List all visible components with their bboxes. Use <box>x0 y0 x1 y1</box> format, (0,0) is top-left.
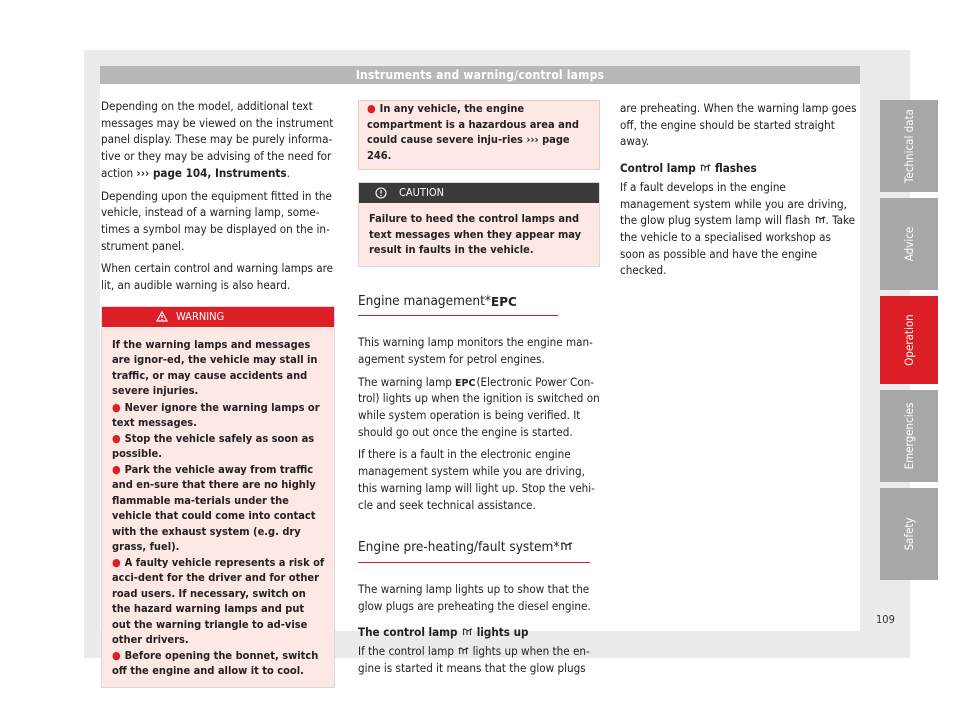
paragraph: If there is a fault in the electronic engine management system while you are driving, this warning lamp will light up. Stop the vehi-cle and seek technical assistance. <box>358 447 595 512</box>
warning-body <box>102 327 334 687</box>
paragraph: Depending upon the equipment fitted in the vehicle, instead of a warning lamp, some-times a symbol may be displayed on the in-strument panel. <box>101 188 332 253</box>
tab-technical-data[interactable]: Technical data <box>880 100 938 192</box>
svg-text:EPC: EPC <box>455 378 476 390</box>
list-item: ● Never ignore the warning lamps or text messages. <box>112 400 320 430</box>
list-item: ● Park the vehicle away from traffic and en-sure that there are no highly flammable ma-terials under the vehicle that could come into contact with the exhaust system (e.g. dry grass, fuel). <box>112 462 316 554</box>
section-title-engine-preheating: Engine pre-heating/fault system* <box>358 539 590 563</box>
page-link[interactable]: page 246 <box>367 133 570 162</box>
paragraph: When certain control and warning lamps are lit, an audible warning is also heard. <box>101 261 334 293</box>
arrow-ref: ››› <box>136 165 150 180</box>
caution-box <box>358 182 600 267</box>
paragraph: Depending on the model, additional text messages may be viewed on the instrument panel display. These may be purely informa-tive or they may be advising of the need for action ››› page 104, Instruments. <box>101 99 334 180</box>
caution-header <box>359 183 599 203</box>
caution-label: CAUTION <box>399 186 445 199</box>
subheading: The control lamp lights up <box>358 625 529 640</box>
paragraph: If a fault develops in the engine management system while you are driving, the glow plug system lamp will flash . Take the vehicle to a specialised workshop as soon as possible and have the engine checked. <box>620 179 856 278</box>
page-link[interactable]: page 104, Instruments <box>149 165 287 180</box>
paragraph: If the control lamp lights up when the en-gine is started it means that the glow plugs <box>358 644 590 675</box>
warning-label: WARNING <box>176 309 225 323</box>
paragraph: This warning lamp monitors the engine man-agement system for petrol engines. <box>358 335 593 366</box>
warning-intro: If the warning lamps and messages are ignor-ed, the vehicle may stall in traffic, or may cause accidents and severe injuries. <box>112 337 318 398</box>
svg-text:EPC: EPC <box>490 294 517 309</box>
column-2 <box>358 100 600 682</box>
list-item: ● Before opening the bonnet, switch off the engine and allow it to cool. <box>112 648 319 678</box>
tab-safety[interactable]: Safety <box>880 488 938 580</box>
warning-bullets <box>112 400 326 679</box>
list-item: ● Stop the vehicle safely as soon as possible. <box>112 431 315 461</box>
column-1 <box>101 98 335 688</box>
paragraph: The warning lamp EPC (Electronic Power Con-trol) lights up when the ignition is switched on while system operation is being verified. It should go out once the engine is started. <box>358 374 600 439</box>
tab-emergencies[interactable]: Emergencies <box>880 390 938 482</box>
glow-plug-icon <box>461 628 473 637</box>
epc-icon <box>455 377 476 390</box>
section-title-engine-management: Engine management* EPC <box>358 293 558 317</box>
warning-continuation: ● In any vehicle, the engine compartment is a hazardous area and could cause severe inju-ries ››› page 246. <box>358 100 600 170</box>
warning-header <box>102 307 334 327</box>
arrow-ref: ››› <box>526 133 539 146</box>
tab-operation[interactable]: Operation <box>880 296 938 384</box>
caution-circle-icon <box>375 187 387 199</box>
warning-box <box>101 306 335 688</box>
warning-triangle-icon <box>156 311 168 322</box>
page-number: 109 <box>876 613 895 626</box>
paragraph: The warning lamp lights up to show that the glow plugs are preheating the diesel engine. <box>358 581 591 613</box>
glow-plug-icon <box>559 542 573 552</box>
tab-advice[interactable]: Advice <box>880 198 938 290</box>
list-item: ● A faulty vehicle represents a risk of acci-dent for the driver and for other road users. If necessary, switch on the hazard warning lamps and put out the warning triangle to ad-vise other drivers. <box>112 555 325 647</box>
paragraph: are preheating. When the warning lamp goes off, the engine should be started straight away. <box>620 101 857 149</box>
page-header: Instruments and warning/control lamps <box>100 66 860 84</box>
subheading: Control lamp flashes <box>620 161 757 176</box>
epc-icon <box>490 294 517 309</box>
column-3 <box>620 100 858 285</box>
glow-plug-icon <box>699 164 711 173</box>
caution-body: Failure to heed the control lamps and text messages when they appear may result in faults in the vehicle. <box>369 212 582 256</box>
glow-plug-icon <box>814 216 826 225</box>
glow-plug-icon <box>457 647 469 656</box>
